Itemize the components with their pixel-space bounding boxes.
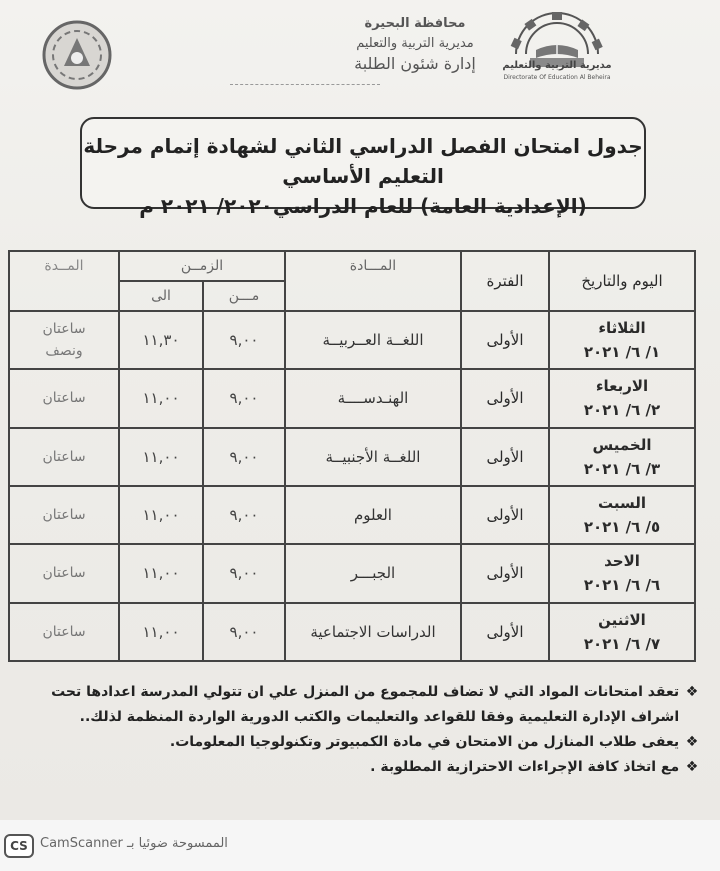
time-from-cell: ٩,٠٠	[203, 369, 285, 427]
title-line-1: جدول امتحان الفصل الدراسي الثاني لشهادة إتمام مرحلة التعليم الأساسي	[83, 134, 643, 188]
diamond-bullet-icon: ❖	[685, 734, 699, 750]
note-text: تعقد امتحانات المواد التي لا تضاف للمجموع من المنزل علي ان تتولي المدرسة اعدادها تحت	[51, 684, 680, 700]
period-cell: الأولى	[461, 369, 549, 427]
day-date-cell	[549, 603, 695, 661]
day-date-cell	[549, 486, 695, 544]
time-to-cell: ١١,٣٠	[119, 311, 203, 369]
note-text: مع اتخاذ كافة الإجراءات الاحترازية المطلوبة .	[370, 759, 680, 775]
diamond-bullet-icon: ❖	[685, 759, 699, 775]
note-item	[20, 730, 700, 755]
left-emblem	[40, 18, 114, 92]
duration-cell: ساعتان	[9, 603, 119, 661]
header-duration: المــدة	[9, 251, 119, 311]
subject-cell: اللغــة العــربيــة	[285, 311, 461, 369]
app-name: CamScanner	[40, 836, 123, 851]
subject-cell: الهنـدســــة	[285, 369, 461, 427]
period-cell: الأولى	[461, 311, 549, 369]
time-from-cell: ٩,٠٠	[203, 486, 285, 544]
table-row	[9, 544, 695, 602]
header-period: الفترة	[461, 251, 549, 311]
notes-list	[20, 680, 700, 780]
table-row	[9, 486, 695, 544]
scanner-watermark-bar	[0, 820, 720, 871]
time-to-cell: ١١,٠٠	[119, 486, 203, 544]
table-row	[9, 428, 695, 486]
day-name: الاحد	[604, 552, 640, 571]
title-line-2: (الإعدادية العامة) للعام الدراسي٢٠٢٠/ ٢٠٢١ م	[139, 194, 587, 218]
day-date-cell	[549, 544, 695, 602]
subject-cell: العلوم	[285, 486, 461, 544]
duration-extra: ونصف	[45, 343, 83, 360]
exam-date: ٦/ ٦/ ٢٠٢١	[583, 576, 661, 595]
camscanner-caption	[40, 836, 228, 851]
note-item	[20, 755, 700, 780]
note-item	[20, 705, 700, 730]
diamond-bullet-icon: ❖	[685, 684, 699, 700]
period-cell: الأولى	[461, 486, 549, 544]
duration-cell: ساعتان	[9, 369, 119, 427]
exam-date: ١/ ٦/ ٢٠٢١	[583, 343, 661, 362]
duration-cell: ساعتان	[9, 428, 119, 486]
header-text	[320, 14, 510, 74]
subject-cell: اللغــة الأجنبيــة	[285, 428, 461, 486]
time-from-cell: ٩,٠٠	[203, 544, 285, 602]
time-to-cell: ١١,٠٠	[119, 369, 203, 427]
day-name: الخميس	[592, 435, 652, 454]
subject-cell: الجبـــر	[285, 544, 461, 602]
period-cell: الأولى	[461, 603, 549, 661]
time-to-cell: ١١,٠٠	[119, 428, 203, 486]
title-box	[80, 117, 646, 218]
duration-cell: ساعتان	[9, 544, 119, 602]
duration-cell: ساعتان	[9, 486, 119, 544]
emblem-caption: مديرية التربية والتعليم	[502, 60, 612, 71]
header-time: الزمــن	[119, 251, 285, 281]
day-name: الاربعاء	[595, 377, 649, 396]
camscanner-logo-icon: CS	[4, 834, 34, 858]
directorate-emblem	[496, 8, 618, 88]
note-item	[20, 680, 700, 705]
exam-date: ٣/ ٦/ ٢٠٢١	[583, 459, 661, 478]
note-text: يعفى طلاب المنازل من الامتحان في مادة الكمبيوتر وتكنولوجيا المعلومات.	[169, 734, 680, 750]
table-row	[9, 311, 695, 369]
emblem-subcaption: Directorate Of Education Al Beheira	[503, 74, 611, 81]
day-date-cell	[549, 311, 695, 369]
directorate-name: مديرية التربية والتعليم	[356, 36, 474, 51]
time-from-cell: ٩,٠٠	[203, 603, 285, 661]
day-name: الثلاثاء	[598, 319, 646, 338]
header-divider	[230, 84, 380, 85]
time-to-cell: ١١,٠٠	[119, 603, 203, 661]
time-to-cell: ١١,٠٠	[119, 544, 203, 602]
header-to: الى	[119, 281, 203, 311]
circular-emblem-icon	[40, 18, 114, 92]
note-text: اشراف الإدارة التعليمية وفقا للقواعد والتعليمات والكتب الدورية الواردة المنظمة لذلك..	[79, 709, 680, 725]
header-day-date: اليوم والتاريخ	[549, 251, 695, 311]
duration-cell	[9, 311, 119, 369]
scanned-with-label: الممسوحة ضوئيا بـ	[127, 836, 228, 851]
day-date-cell	[549, 369, 695, 427]
header-subject: المـــادة	[285, 251, 461, 311]
exam-date: ٧/ ٦/ ٢٠٢١	[583, 634, 661, 653]
time-from-cell: ٩,٠٠	[203, 428, 285, 486]
day-date-cell	[549, 428, 695, 486]
subject-cell: الدراسات الاجتماعية	[285, 603, 461, 661]
department-name: إدارة شئون الطلبة	[354, 54, 476, 73]
day-name: السبت	[597, 494, 647, 513]
period-cell: الأولى	[461, 544, 549, 602]
header-from: مـــن	[203, 281, 285, 311]
exam-date: ٥/ ٦/ ٢٠٢١	[583, 518, 661, 537]
table-header-row	[9, 251, 695, 281]
table-row	[9, 603, 695, 661]
governorate-name: محافظة البحيرة	[364, 16, 466, 31]
day-name: الاثنين	[598, 610, 646, 629]
time-from-cell: ٩,٠٠	[203, 311, 285, 369]
table-row	[9, 369, 695, 427]
duration-text: ساعتان	[42, 321, 86, 338]
exam-date: ٢/ ٦/ ٢٠٢١	[583, 401, 661, 420]
exam-schedule-table	[8, 250, 696, 662]
period-cell: الأولى	[461, 428, 549, 486]
